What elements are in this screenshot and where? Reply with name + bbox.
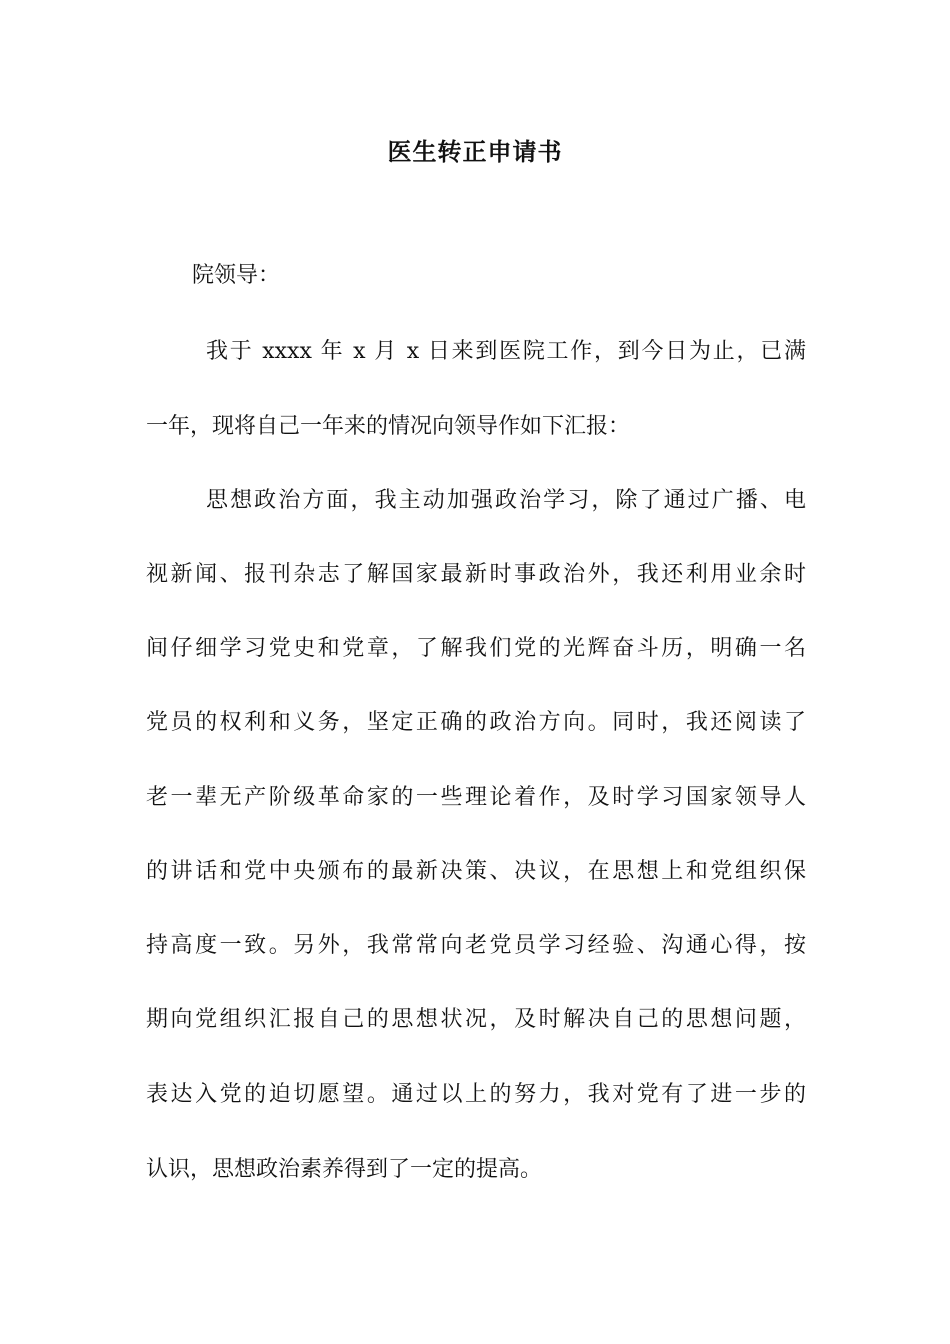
paragraph-2-line-3: 间仔细学习党史和党章，了解我们党的光辉奋斗历，明确一名	[146, 636, 806, 661]
paragraph-2-line-9: 表达入党的迫切愿望。通过以上的努力，我对党有了进一步的	[146, 1082, 806, 1107]
salutation: 院领导：	[192, 263, 281, 288]
paragraph-2-line-8: 期向党组织汇报自己的思想状况，及时解决自己的思想问题，	[146, 1007, 806, 1032]
paragraph-2-line-2: 视新闻、报刊杂志了解国家最新时事政治外，我还利用业余时	[146, 562, 806, 587]
document-title: 医生转正申请书	[387, 137, 563, 166]
paragraph-2-line-1: 思想政治方面，我主动加强政治学习，除了通过广播、电	[206, 488, 806, 513]
paragraph-2-line-7: 持高度一致。另外，我常常向老党员学习经验、沟通心得，按	[146, 933, 806, 958]
paragraph-2-line-6: 的讲话和党中央颁布的最新决策、决议，在思想上和党组织保	[146, 859, 806, 884]
paragraph-1-line-2: 一年，现将自己一年来的情况向领导作如下汇报：	[146, 414, 631, 439]
paragraph-1-line-1: 我于 xxxx 年 x 月 x 日来到医院工作，到今日为止，已满	[206, 339, 806, 364]
paragraph-2-line-5: 老一辈无产阶级革命家的一些理论着作，及时学习国家领导人	[146, 785, 806, 810]
paragraph-2-line-4: 党员的权利和义务，坚定正确的政治方向。同时，我还阅读了	[146, 710, 806, 735]
paragraph-2-line-10: 认识，思想政治素养得到了一定的提高。	[146, 1157, 543, 1182]
